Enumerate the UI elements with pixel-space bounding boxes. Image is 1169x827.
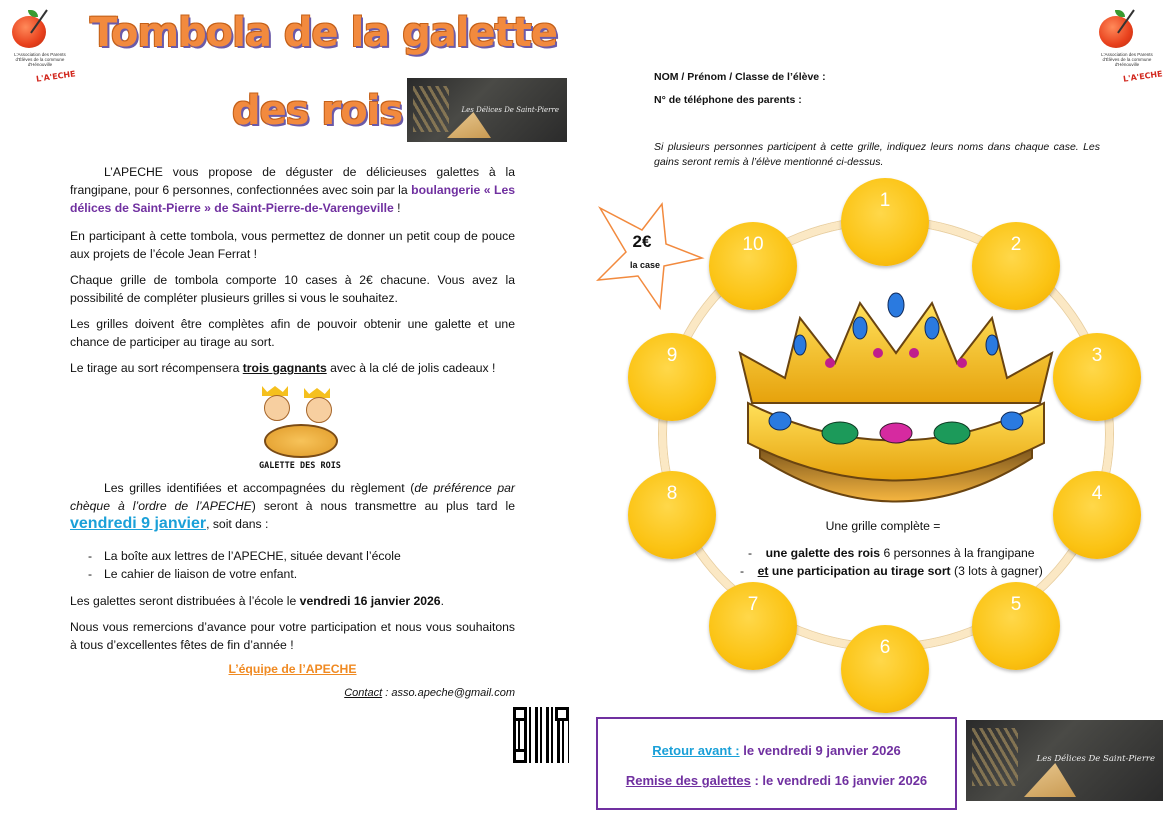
- return-date-line: Retour avant : le vendredi 9 janvier 2026: [652, 743, 901, 758]
- name-field-label: NOM / Prénom / Classe de l’élève :: [654, 71, 826, 83]
- phone-field-label: N° de téléphone des parents :: [654, 94, 802, 106]
- grid-case-2[interactable]: 2: [972, 222, 1060, 310]
- qr-code[interactable]: [513, 707, 569, 763]
- winners-text: trois gagnants: [242, 361, 327, 375]
- grid-title: Une grille complète =: [825, 519, 941, 533]
- galette-illustration: [252, 386, 348, 476]
- paragraph-4: Les grilles doivent être complètes afin de pouvoir obtenir une galette et une chance de participer au tirage au sort.: [70, 317, 515, 349]
- title-line-1: Tombola de la galette: [90, 10, 558, 56]
- delivery-list: [70, 547, 515, 583]
- delivery-date-line: Remise des galettes : le vendredi 16 janvier 2026: [625, 773, 928, 788]
- grid-case-7[interactable]: 7: [709, 582, 797, 670]
- grid-reward-1: - une galette des rois 6 personnes à la frangipane: [748, 546, 1035, 560]
- bakery-highlight: boulangerie « Les délices de Saint-Pierre » de Saint-Pierre-de-Varengeville: [70, 183, 516, 215]
- apeche-logo-left: [6, 8, 77, 90]
- logo-tag: L'A'ECHE: [1122, 69, 1164, 84]
- crown-icon: [730, 283, 1062, 513]
- logo-tag: L'A'ECHE: [35, 69, 77, 84]
- paragraph-8: Nous vous remercions d’avance pour votre participation et nous vous souhaitons à tous d’excellentes fêtes de fin d’année !: [70, 620, 515, 652]
- grid-case-1[interactable]: 1: [841, 178, 929, 266]
- list-item: - La boîte aux lettres de l’APECHE, située devant l’école: [70, 547, 515, 565]
- paragraph-2: En participant à cette tombola, vous permettez de donner un petit coup de pouce aux projets de l’école Jean Ferrat !: [70, 229, 515, 261]
- logo-subtitle: L'Association des Parents d'Élèves de la commune d'Hénouville: [14, 52, 66, 67]
- price-unit: la case: [629, 260, 661, 270]
- deadline-date: vendredi 9 janvier: [70, 515, 207, 532]
- grid-reward-2: - et une participation au tirage sort (3 lots à gagner): [740, 564, 1043, 578]
- dates-box: [596, 717, 957, 810]
- signature: L’équipe de l’APECHE: [228, 662, 357, 676]
- apeche-logo-right: [1093, 8, 1164, 90]
- grid-case-5[interactable]: 5: [972, 582, 1060, 670]
- bakery-logo-left: [407, 78, 567, 142]
- participants-note: Si plusieurs personnes participent à cette grille, indiquez leurs noms dans chaque case. Les gains seront remis à l’élève mentionné ci-dessus.: [654, 141, 1100, 168]
- price-star-icon: [586, 200, 706, 312]
- grid-case-4[interactable]: 4: [1053, 471, 1141, 559]
- price-value: 2€: [632, 232, 652, 251]
- grid-case-3[interactable]: 3: [1053, 333, 1141, 421]
- bakery-logo-text: Les Délices De Saint-Pierre: [461, 106, 559, 114]
- logo-subtitle: L'Association des Parents d'Élèves de la commune d'Hénouville: [1101, 52, 1153, 67]
- grid-case-9[interactable]: 9: [628, 333, 716, 421]
- grid-case-6[interactable]: 6: [841, 625, 929, 713]
- intro-paragraph: L’APECHE vous propose de déguster de délicieuses galettes à la frangipane, pour 6 personnes, confectionnées avec soin par la boulangerie « Les délices de Saint-Pierre » de Saint-Pierre-de-Varengeville !: [70, 165, 516, 215]
- paragraph-7: Les galettes seront distribuées à l’école le vendredi 16 janvier 2026.: [70, 594, 444, 608]
- paragraph-5: Le tirage au sort récompensera trois gagnants avec à la clé de jolis cadeaux !: [70, 361, 496, 375]
- grid-case-8[interactable]: 8: [628, 471, 716, 559]
- list-item: - Le cahier de liaison de votre enfant.: [70, 565, 515, 583]
- title-line-2: des rois: [232, 88, 403, 134]
- grid-case-10[interactable]: 10: [709, 222, 797, 310]
- bakery-logo-right: [966, 720, 1163, 801]
- paragraph-3: Chaque grille de tombola comporte 10 cases à 2€ chacune. Vous avez la possibilité de compléter plusieurs grilles si vous le souhaitez.: [70, 273, 515, 305]
- bakery-logo-text: Les Délices De Saint-Pierre: [1036, 754, 1155, 764]
- galette-caption: GALETTE DES ROIS: [259, 461, 341, 471]
- paragraph-6: Les grilles identifiées et accompagnées du règlement (de préférence par chèque à l’ordre de l’APECHE) seront à nous transmettre au plus tard le vendredi 9 janvier, soit dans :: [70, 481, 516, 532]
- galette-cake-icon: [264, 424, 338, 458]
- contact-line: Contact : asso.apeche@gmail.com: [344, 687, 515, 699]
